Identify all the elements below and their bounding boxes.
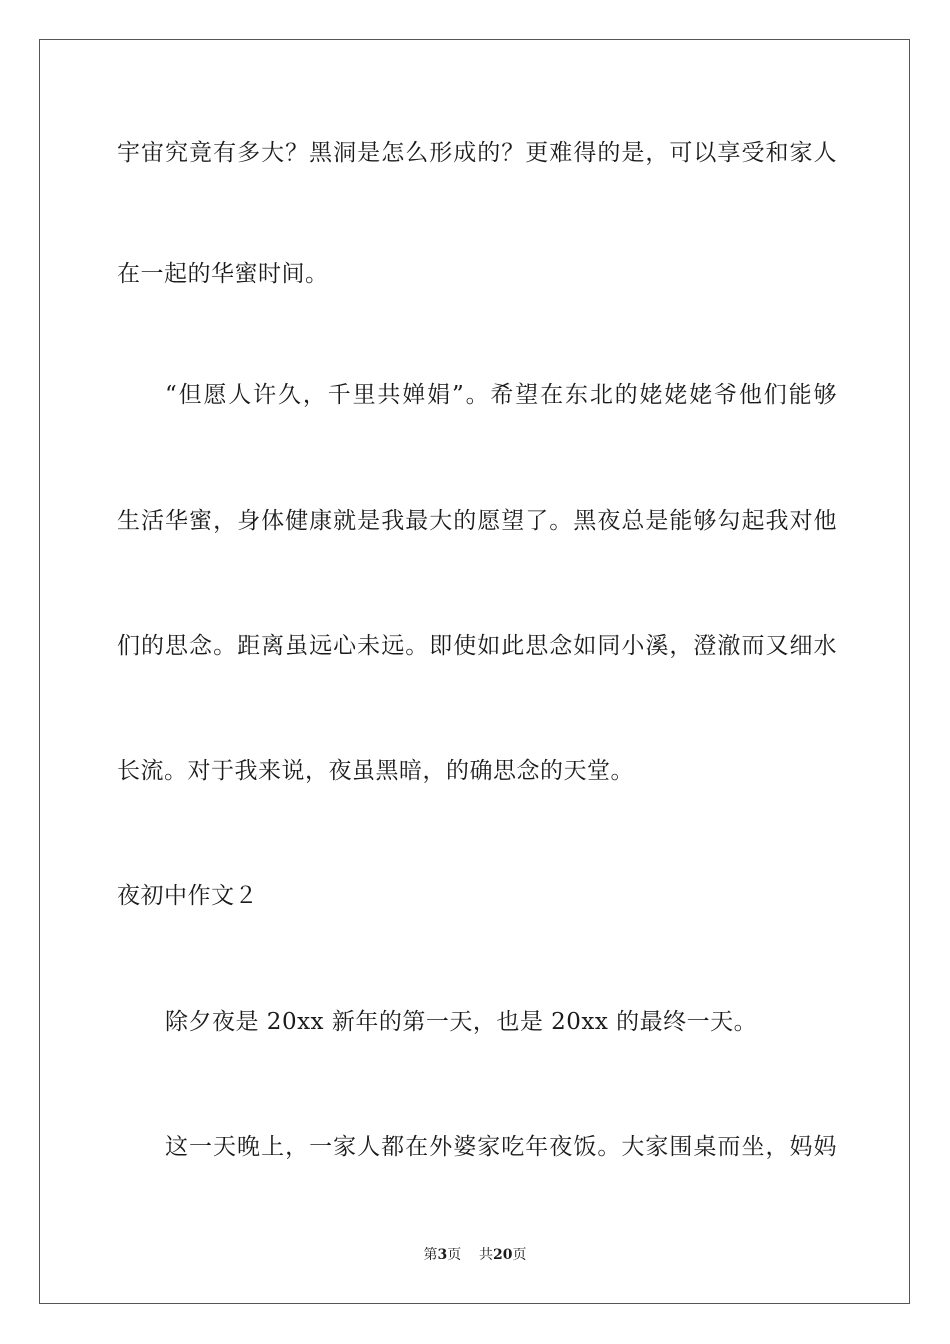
- page-footer: [0, 1245, 950, 1265]
- section-heading: 夜初中作文２: [117, 883, 258, 909]
- paragraph-line-5: 们的思念。距离虽远心未远。即使如此思念如同小溪，澄澈而又细水: [117, 633, 837, 659]
- paragraph-line-4: 生活华蜜，身体健康就是我最大的愿望了。黑夜总是能够勾起我对他: [117, 508, 837, 534]
- paragraph-line-1: 宇宙究竟有多大？黑洞是怎么形成的？更难得的是，可以享受和家人: [117, 140, 837, 166]
- footer-total-pages: 20: [493, 1247, 513, 1263]
- footer-total-prefix: 共: [479, 1247, 494, 1263]
- paragraph-line-6: 长流。对于我来说，夜虽黑暗，的确思念的天堂。: [117, 758, 634, 784]
- paragraph-line-3: “但愿人许久，千里共婵娟”。希望在东北的姥姥姥爷他们能够: [165, 382, 837, 408]
- page-frame: [39, 39, 910, 1304]
- footer-total-suffix: 页: [512, 1247, 527, 1263]
- footer-prefix: 第: [423, 1247, 438, 1263]
- footer-page-suffix: 页: [447, 1247, 462, 1263]
- footer-page-number: 3: [437, 1247, 448, 1263]
- paragraph-line-8: 这一天晚上，一家人都在外婆家吃年夜饭。大家围桌而坐，妈妈: [165, 1134, 837, 1160]
- paragraph-line-7: 除夕夜是 20xx 新年的第一天，也是 20xx 的最终一天。: [165, 1009, 758, 1035]
- paragraph-line-2: 在一起的华蜜时间。: [117, 261, 329, 287]
